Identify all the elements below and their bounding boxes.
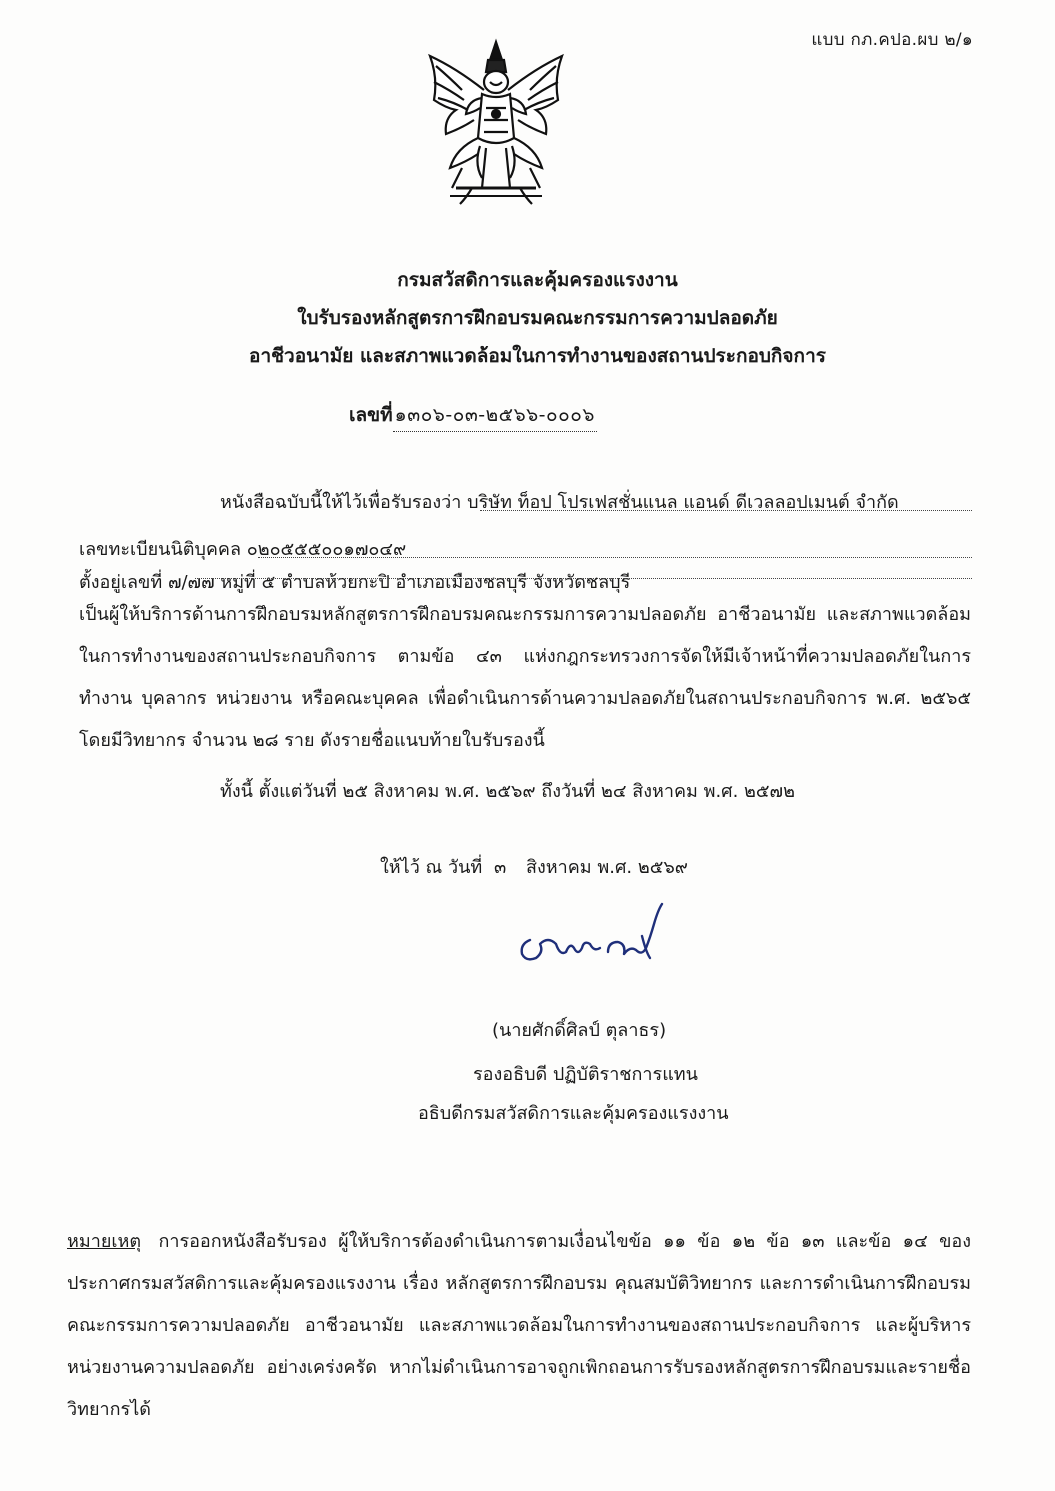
handwritten-signature: [512, 900, 672, 975]
signatory-position-1: รองอธิบดี ปฏิบัติราชการแทน: [473, 1064, 698, 1085]
remark-label: หมายเหตุ: [67, 1231, 142, 1252]
garuda-emblem: [416, 38, 576, 208]
certificate-number-label: เลขที่: [349, 404, 393, 426]
remark-section: [67, 1221, 971, 1431]
signatory-position-2: อธิบดีกรมสวัสดิการและคุ้มครองแรงงาน: [418, 1103, 729, 1124]
validity-period: ทั้งนี้ ตั้งแต่วันที่ ๒๕ สิงหาคม พ.ศ. ๒๕๖๙ ถึงวันที่ ๒๔ สิงหาคม พ.ศ. ๒๕๗๒: [220, 781, 795, 802]
registration-dotted-line: [258, 557, 972, 558]
form-code: แบบ กภ.คปอ.ผบ ๒/๑: [811, 30, 973, 50]
issue-month-year: สิงหาคม พ.ศ. ๒๕๖๙: [526, 857, 688, 878]
address-value: ๗/๗๗ หมู่ที่ ๕ ตำบลห้วยกะปิ อำเภอเมืองชลบุรี จังหวัดชลบุรี: [167, 572, 631, 593]
company-name: บริษัท ท็อป โปรเฟสชั่นแนล แอนด์ ดีเวลลอปเมนต์ จำกัด: [467, 492, 899, 513]
body-paragraph: เป็นผู้ให้บริการด้านการฝึกอบรมหลักสูตรการฝึกอบรมคณะกรรมการความปลอดภัย อาชีวอนามัย และสภาพแวดล้อมในการทำงานของสถานประกอบกิจการ ตามข้อ ๔๓ แห่งกฎกระทรวงการจัดให้มีเจ้าหน้าที่ความปลอดภัยในการทำงาน บุคลากร หน่วยงาน หรือคณะบุคคล เพื่อดำเนินการด้านความปลอดภัยในสถานประกอบกิจการ พ.ศ. ๒๕๖๕ โดยมีวิทยากร จำนวน ๒๘ ราย ดังรายชื่อแนบท้ายใบรับรองนี้: [79, 604, 971, 751]
registration-label: เลขทะเบียนนิติบุคคล: [79, 539, 241, 560]
certificate-title-line2: อาชีวอนามัย และสภาพแวดล้อมในการทำงานของสถานประกอบกิจการ: [249, 345, 826, 367]
issue-day: ๓: [493, 857, 507, 878]
certificate-number-value: ๑๓๐๖-๐๓-๒๕๖๖-๐๐๐๖: [393, 400, 597, 432]
certificate-title-line1: ใบรับรองหลักสูตรการฝึกอบรมคณะกรรมการความปลอดภัย: [297, 307, 778, 329]
issue-date: [380, 852, 688, 881]
address-label: ตั้งอยู่เลขที่: [79, 572, 163, 593]
certify-label: หนังสือฉบับนี้ให้ไว้เพื่อรับรองว่า: [220, 492, 462, 513]
address-dotted-line: [195, 578, 972, 579]
certificate-number: [349, 400, 597, 432]
address-line: [79, 567, 630, 596]
registration-number: ๐๒๐๕๕๕๐๐๑๗๐๔๙: [246, 539, 407, 560]
issue-date-prefix: ให้ไว้ ณ วันที่: [380, 857, 483, 878]
registration-line: [79, 534, 406, 563]
remark-text: การออกหนังสือรับรอง ผู้ให้บริการต้องดำเนินการตามเงื่อนไขข้อ ๑๑ ข้อ ๑๒ ข้อ ๑๓ และข้อ ๑๔ ของประกาศกรมสวัสดิการและคุ้มครองแรงงาน เรื่อง หลักสูตรการฝึกอบรม คุณสมบัติวิทยากร และการดำเนินการฝึกอบรมคณะกรรมการความปลอดภัย อาชีวอนามัย และสภาพแวดล้อมในการทำงานของสถานประกอบกิจการ และผู้บริหารหน่วยงานความปลอดภัย อย่างเคร่งครัด หากไม่ดำเนินการอาจถูกเพิกถอนการรับรองหลักสูตรการฝึกอบรมและรายชื่อวิทยากรได้: [67, 1231, 971, 1420]
department-name: กรมสวัสดิการและคุ้มครองแรงงาน: [397, 269, 678, 291]
company-dotted-line: [480, 510, 972, 511]
certify-line: [220, 487, 899, 516]
signatory-name: (นายศักดิ์ศิลป์ ตุลาธร): [492, 1020, 667, 1041]
